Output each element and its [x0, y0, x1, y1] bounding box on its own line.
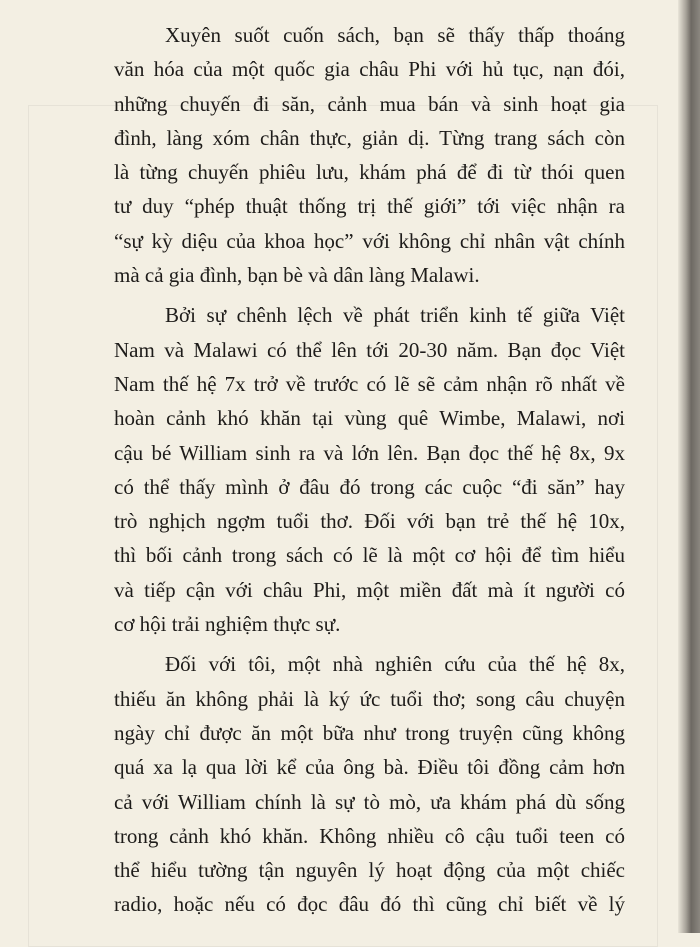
text-line: là từng chuyến phiêu lưu, khám phá để đi từ thói quen	[114, 160, 625, 185]
paragraph	[114, 298, 625, 641]
text-line: radio, hoặc nếu có đọc đâu đó thì cũng chỉ biết về lý	[114, 892, 625, 917]
text-line: ngày chỉ được ăn một bữa như trong truyện cũng không	[114, 720, 625, 745]
text-line: hoàn cảnh khó khăn tại vùng quê Wimbe, Malawi, nơi	[114, 406, 625, 431]
text-line: đình, làng xóm chân thực, giản dị. Từng trang sách còn	[114, 125, 625, 150]
text-line: Bởi sự chênh lệch về phát triển kinh tế giữa Việt	[165, 303, 625, 328]
text-line: quá xa lạ qua lời kể của ông bà. Điều tôi đồng cảm hơn	[114, 755, 625, 780]
text-line: “sự kỳ diệu của khoa học” với không chỉ nhân vật chính	[114, 228, 625, 253]
paragraph	[114, 647, 625, 921]
text-line: trong cảnh khó khăn. Không nhiều cô cậu tuổi teen có	[114, 823, 625, 848]
text-line: và tiếp cận với châu Phi, một miền đất mà ít người có	[114, 577, 625, 602]
text-line: thì bối cảnh trong sách có lẽ là một cơ hội để tìm hiểu	[114, 543, 625, 568]
text-line: cậu bé William sinh ra và lớn lên. Bạn đọc thế hệ 8x, 9x	[114, 440, 625, 465]
text-line: tư duy “phép thuật thống trị thế giới” tới việc nhận ra	[114, 194, 625, 219]
text-line: những chuyến đi săn, cảnh mua bán và sinh hoạt gia	[114, 91, 625, 116]
paragraph	[114, 18, 625, 292]
text-line: trò nghịch ngợm tuổi thơ. Đối với bạn trẻ thế hệ 10x,	[114, 509, 625, 534]
page-edge-shadow	[678, 0, 700, 933]
text-line: thể hiểu tường tận nguyên lý hoạt động của một chiếc	[114, 858, 625, 883]
text-line: thiếu ăn không phải là ký ức tuổi thơ; song câu chuyện	[114, 686, 625, 711]
text-line: Đối với tôi, một nhà nghiên cứu của thế hệ 8x,	[165, 652, 625, 677]
page-body	[114, 18, 625, 928]
text-line: có thể thấy mình ở đâu đó trong các cuộc “đi săn” hay	[114, 474, 625, 499]
text-line: văn hóa của một quốc gia châu Phi với hủ tục, nạn đói,	[114, 57, 625, 82]
text-line: Nam thế hệ 7x trở về trước có lẽ sẽ cảm nhận rõ nhất về	[114, 371, 625, 396]
text-line: Xuyên suốt cuốn sách, bạn sẽ thấy thấp thoáng	[165, 23, 625, 47]
text-line: cả với William chính là sự tò mò, ưa khám phá dù sống	[114, 789, 625, 814]
text-line: Nam và Malawi có thể lên tới 20-30 năm. Bạn đọc Việt	[114, 337, 625, 362]
text-line: cơ hội trải nghiệm thực sự.	[114, 612, 341, 637]
text-line: mà cả gia đình, bạn bè và dân làng Malawi.	[114, 263, 480, 288]
